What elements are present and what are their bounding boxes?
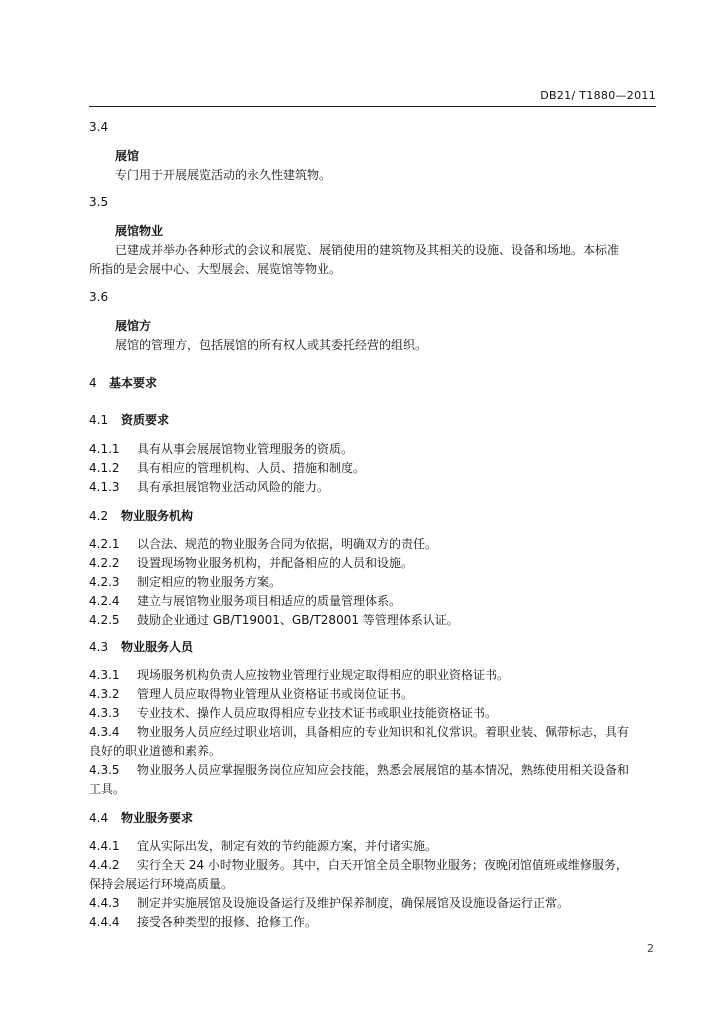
item-number: 4.2.1 bbox=[89, 537, 120, 551]
list-item bbox=[89, 573, 656, 592]
term-title: 展馆 bbox=[115, 149, 140, 163]
document-header: DB21/ T1880—2011 bbox=[540, 89, 656, 102]
term-title: 展馆物业 bbox=[115, 224, 164, 238]
section-number: 4.1 bbox=[89, 413, 109, 427]
section-3-5 bbox=[89, 193, 656, 279]
item-number: 4.2.2 bbox=[89, 556, 120, 570]
item-number: 4.1.1 bbox=[89, 442, 120, 456]
section-number: 4.4 bbox=[89, 811, 109, 825]
section-number: 4.3 bbox=[89, 640, 109, 654]
item-text: 现场服务机构负责人应按物业管理行业规定取得相应的职业资格证书。 bbox=[137, 668, 510, 682]
section-4-2-items bbox=[89, 535, 656, 630]
list-item bbox=[89, 459, 656, 478]
item-number: 4.2.5 bbox=[89, 613, 120, 627]
term-definition: 展馆的管理方，包括展馆的所有权人或其委托经营的组织。 bbox=[115, 338, 428, 352]
item-number: 4.4.1 bbox=[89, 839, 120, 853]
term-definition-line2: 所指的是会展中心、大型展会、展览馆等物业。 bbox=[89, 262, 342, 276]
item-number: 4.4.4 bbox=[89, 915, 120, 929]
list-item bbox=[89, 478, 656, 497]
section-4-4-items bbox=[89, 837, 656, 932]
section-title: 物业服务机构 bbox=[121, 509, 194, 523]
section-number: 3.4 bbox=[89, 120, 109, 134]
page-number: 2 bbox=[647, 942, 654, 955]
item-text: 物业服务人员应掌握服务岗位应知应会技能，熟悉会展展馆的基本情况，熟练使用相关设备和 bbox=[137, 763, 630, 777]
item-text-continuation: 良好的职业道德和素养。 bbox=[89, 744, 222, 758]
list-item bbox=[89, 761, 656, 780]
item-number: 4.2.3 bbox=[89, 575, 120, 589]
list-item bbox=[89, 894, 656, 913]
list-item bbox=[89, 704, 656, 723]
chapter-title: 基本要求 bbox=[109, 376, 158, 390]
list-item bbox=[89, 535, 656, 554]
section-number: 3.6 bbox=[89, 290, 109, 304]
item-number: 4.2.4 bbox=[89, 594, 120, 608]
section-title: 资质要求 bbox=[121, 413, 170, 427]
item-text: 鼓励企业通过 GB/T19001、GB/T28001 等管理体系认证。 bbox=[137, 613, 459, 627]
list-item bbox=[89, 837, 656, 856]
item-text: 管理人员应取得物业管理从业资格证书或岗位证书。 bbox=[137, 687, 414, 701]
list-item bbox=[89, 611, 656, 630]
item-text: 以合法、规范的物业服务合同为依据，明确双方的责任。 bbox=[137, 537, 438, 551]
term-definition: 专门用于开展展览活动的永久性建筑物。 bbox=[115, 168, 332, 182]
section-3-4 bbox=[89, 118, 656, 185]
section-4-2-heading bbox=[89, 507, 656, 526]
list-item bbox=[89, 913, 656, 932]
list-item bbox=[89, 685, 656, 704]
item-number: 4.3.1 bbox=[89, 668, 120, 682]
term-title: 展馆方 bbox=[115, 319, 152, 333]
list-item bbox=[89, 723, 656, 742]
item-text: 制定相应的物业服务方案。 bbox=[137, 575, 282, 589]
section-4-1-items bbox=[89, 440, 656, 497]
item-number: 4.3.3 bbox=[89, 706, 120, 720]
item-number: 4.4.2 bbox=[89, 858, 120, 872]
item-text: 设置现场物业服务机构，并配备相应的人员和设施。 bbox=[137, 556, 414, 570]
section-number: 4.2 bbox=[89, 509, 109, 523]
item-number: 4.4.3 bbox=[89, 896, 120, 910]
section-4-3-items bbox=[89, 666, 656, 799]
section-3-6 bbox=[89, 288, 656, 355]
item-text: 专业技术、操作人员应取得相应专业技术证书或职业技能资格证书。 bbox=[137, 706, 498, 720]
item-text: 制定并实施展馆及设施设备运行及维护保养制度，确保展馆及设施设备运行正常。 bbox=[137, 896, 570, 910]
item-text: 实行全天 24 小时物业服务。其中，白天开馆全员全职物业服务；夜晚闭馆值班或维修服务， bbox=[137, 858, 628, 872]
item-text: 宜从实际出发，制定有效的节约能源方案，并付诸实施。 bbox=[137, 839, 438, 853]
section-4-1-heading bbox=[89, 411, 656, 430]
term-definition-line1: 已建成并举办各种形式的会议和展览、展销使用的建筑物及其相关的设施、设备和场地。本标准 bbox=[115, 243, 620, 257]
item-text: 建立与展馆物业服务项目相适应的质量管理体系。 bbox=[137, 594, 402, 608]
item-text: 具有从事会展展馆物业管理服务的资质。 bbox=[137, 442, 354, 456]
item-number: 4.3.4 bbox=[89, 725, 120, 739]
item-text: 具有相应的管理机构、人员、措施和制度。 bbox=[137, 461, 366, 475]
item-text-continuation: 保持会展运行环境高质量。 bbox=[89, 877, 234, 891]
list-item bbox=[89, 554, 656, 573]
header-rule bbox=[89, 106, 656, 107]
item-number: 4.3.2 bbox=[89, 687, 120, 701]
chapter-number: 4 bbox=[89, 376, 97, 390]
list-item bbox=[89, 440, 656, 459]
item-text-continuation: 工具。 bbox=[89, 782, 126, 796]
section-title: 物业服务要求 bbox=[121, 811, 194, 825]
list-item bbox=[89, 856, 656, 875]
section-title: 物业服务人员 bbox=[121, 640, 194, 654]
item-number: 4.3.5 bbox=[89, 763, 120, 777]
section-4-3-heading bbox=[89, 638, 656, 657]
item-text: 物业服务人员应经过职业培训，具备相应的专业知识和礼仪常识。着职业装、佩带标志，具有 bbox=[137, 725, 630, 739]
item-number: 4.1.3 bbox=[89, 480, 120, 494]
item-number: 4.1.2 bbox=[89, 461, 120, 475]
chapter-4-heading bbox=[89, 374, 656, 393]
item-text: 具有承担展馆物业活动风险的能力。 bbox=[137, 480, 330, 494]
list-item bbox=[89, 592, 656, 611]
item-text: 接受各种类型的报修、抢修工作。 bbox=[137, 915, 318, 929]
section-number: 3.5 bbox=[89, 195, 109, 209]
list-item bbox=[89, 666, 656, 685]
section-4-4-heading bbox=[89, 809, 656, 828]
